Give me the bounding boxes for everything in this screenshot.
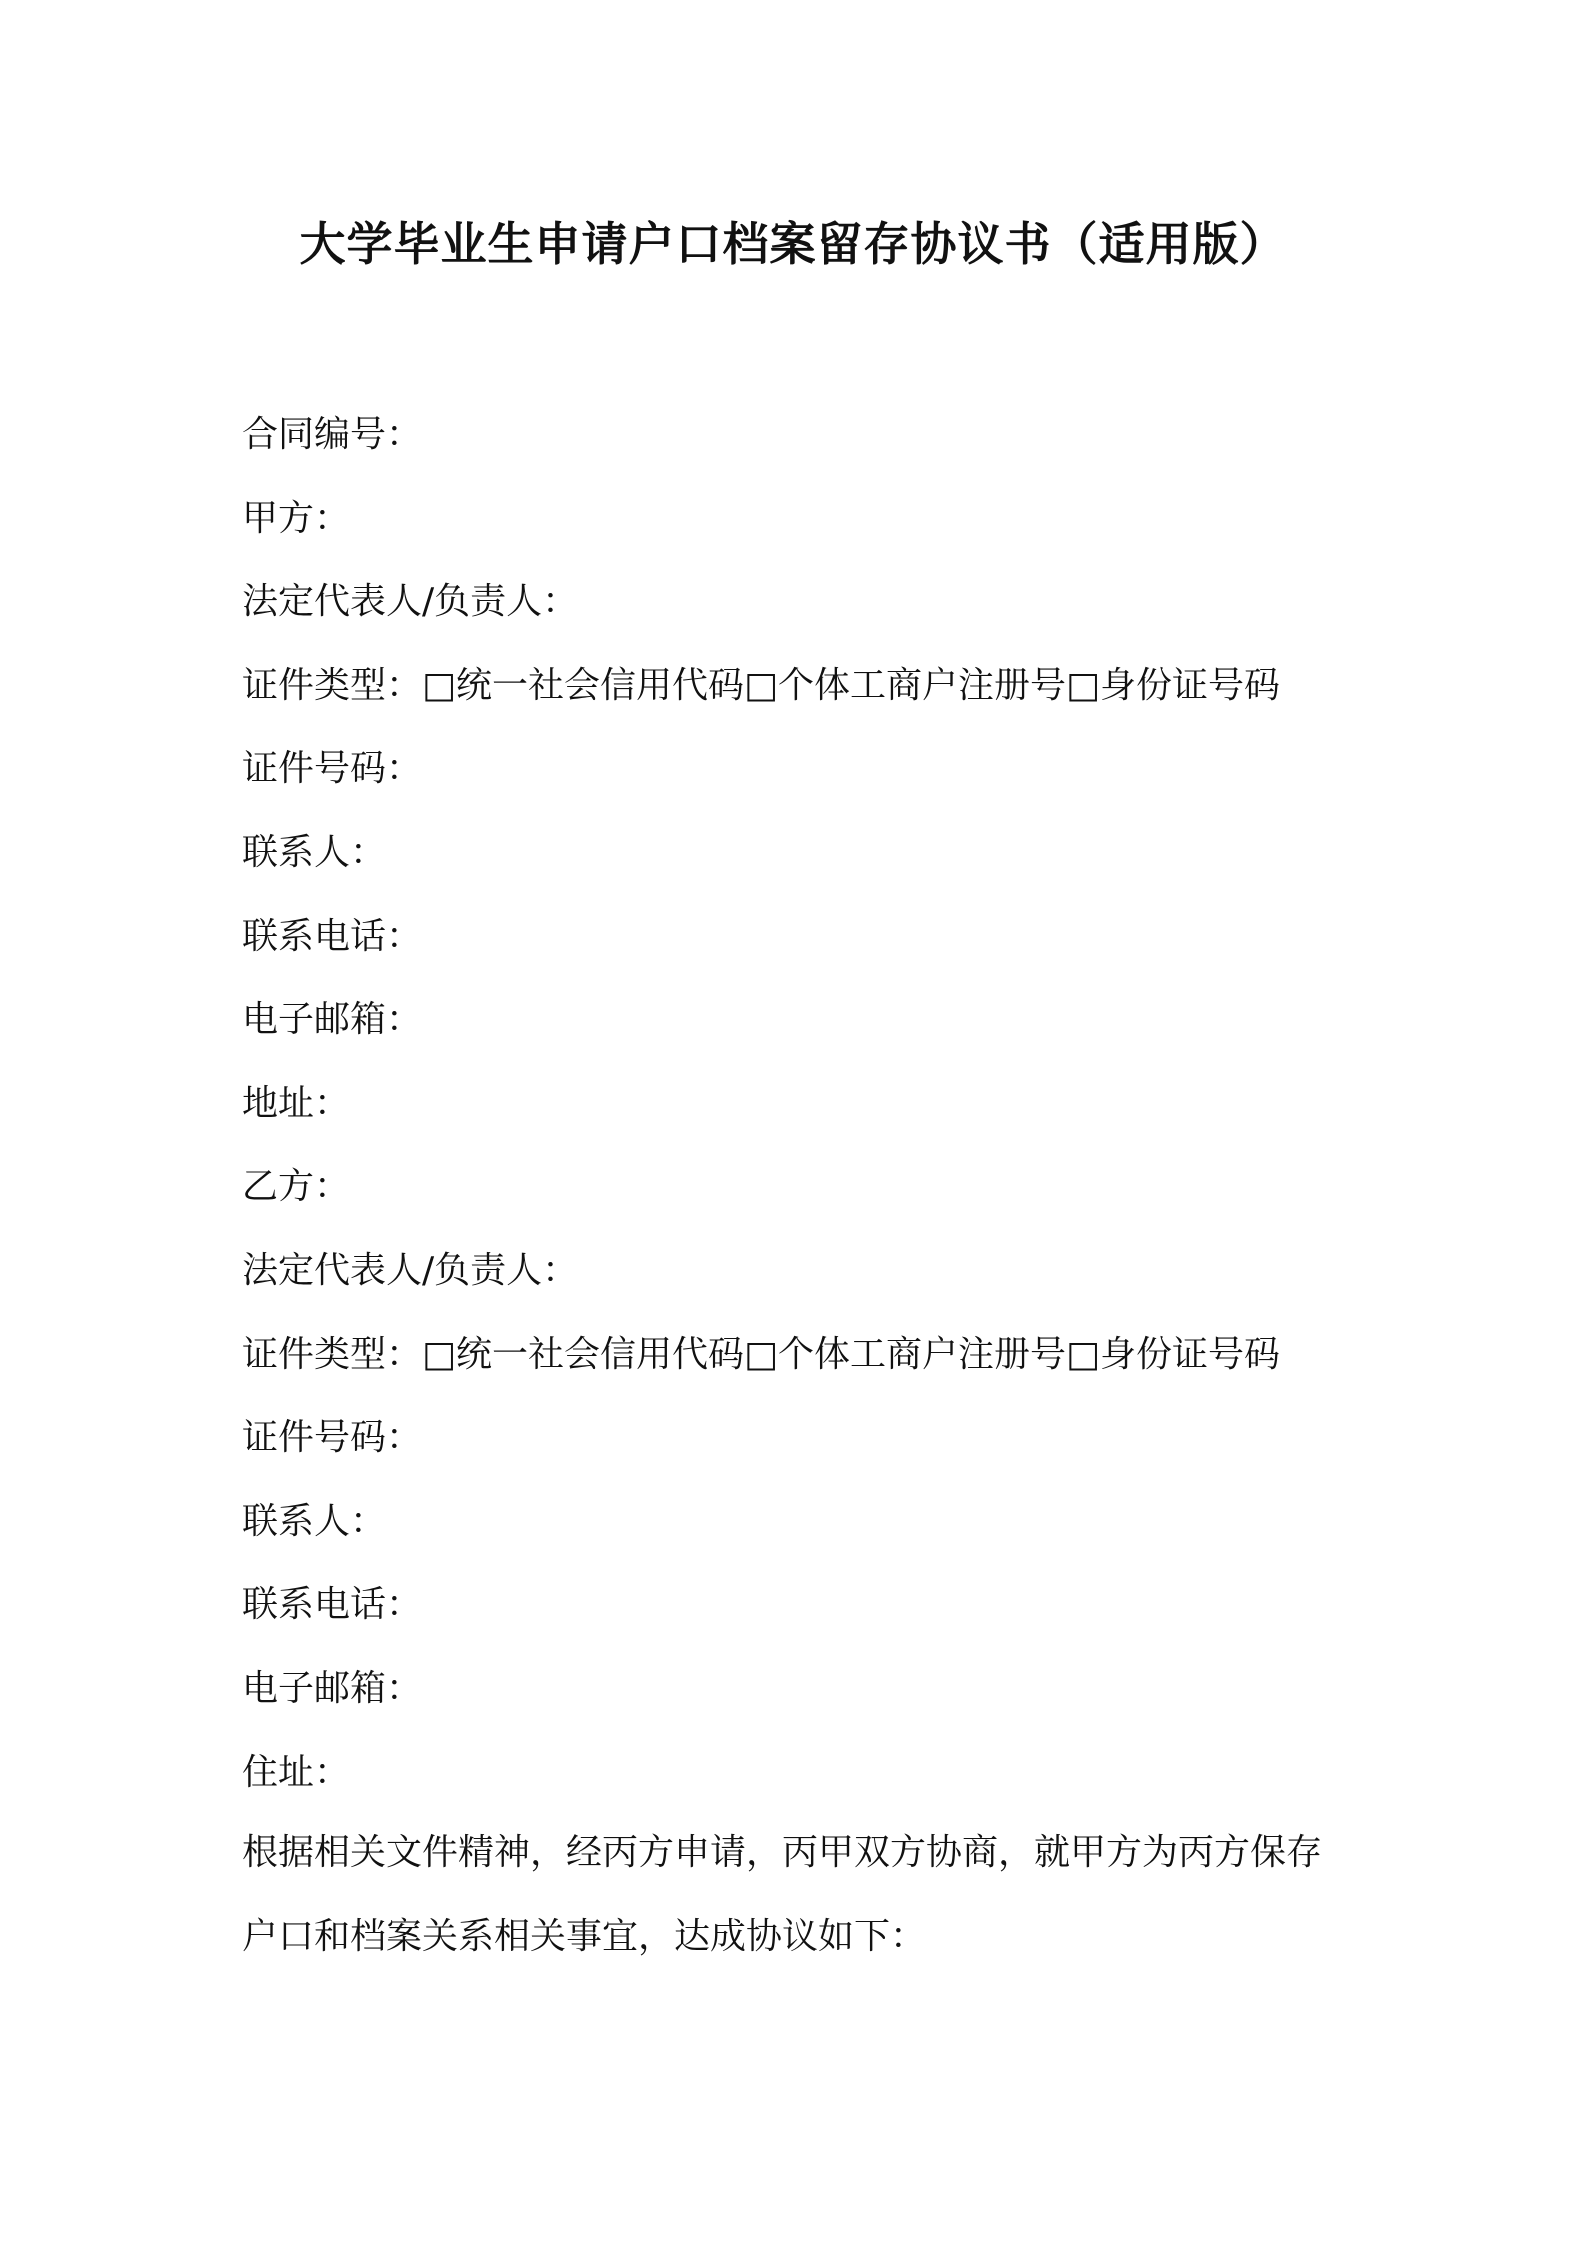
paragraph-line: 根据相关文件精神，经丙方申请，丙甲双方协商，就甲方为丙方保存 (242, 1832, 1323, 1873)
field-party-b-contact: 联系人： (242, 1500, 387, 1542)
field-party-b-id-type: 证件类型：□统一社会信用代码□个体工商户注册号□身份证号码 (242, 1333, 1281, 1375)
agreement-intro-paragraph (242, 1826, 1372, 1993)
field-party-a-address: 地址： (242, 1082, 351, 1124)
field-party-b-legal-rep: 法定代表人/负责人： (242, 1249, 579, 1291)
field-party-a-id-type: 证件类型：□统一社会信用代码□个体工商户注册号□身份证号码 (242, 664, 1281, 706)
field-party-b-address: 住址： (242, 1751, 351, 1793)
field-party-a-legal-rep: 法定代表人/负责人： (242, 581, 579, 623)
field-party-b-id-number: 证件号码： (242, 1417, 423, 1459)
field-party-a: 甲方： (242, 497, 351, 539)
field-party-a-contact: 联系人： (242, 831, 387, 873)
party-info-fields (242, 408, 1372, 1829)
field-party-a-id-number: 证件号码： (242, 748, 423, 790)
document-title: 大学毕业生申请户口档案留存协议书（适用版） (299, 217, 1287, 271)
field-contract-number: 合同编号： (242, 414, 423, 455)
field-party-b-email: 电子邮箱： (242, 1667, 423, 1709)
field-party-b-phone: 联系电话： (242, 1584, 423, 1626)
paragraph-line: 户口和档案关系相关事宜，达成协议如下： (242, 1915, 927, 1957)
field-party-a-phone: 联系电话： (242, 915, 423, 957)
field-party-b: 乙方： (242, 1166, 351, 1208)
field-party-a-email: 电子邮箱： (242, 999, 423, 1041)
